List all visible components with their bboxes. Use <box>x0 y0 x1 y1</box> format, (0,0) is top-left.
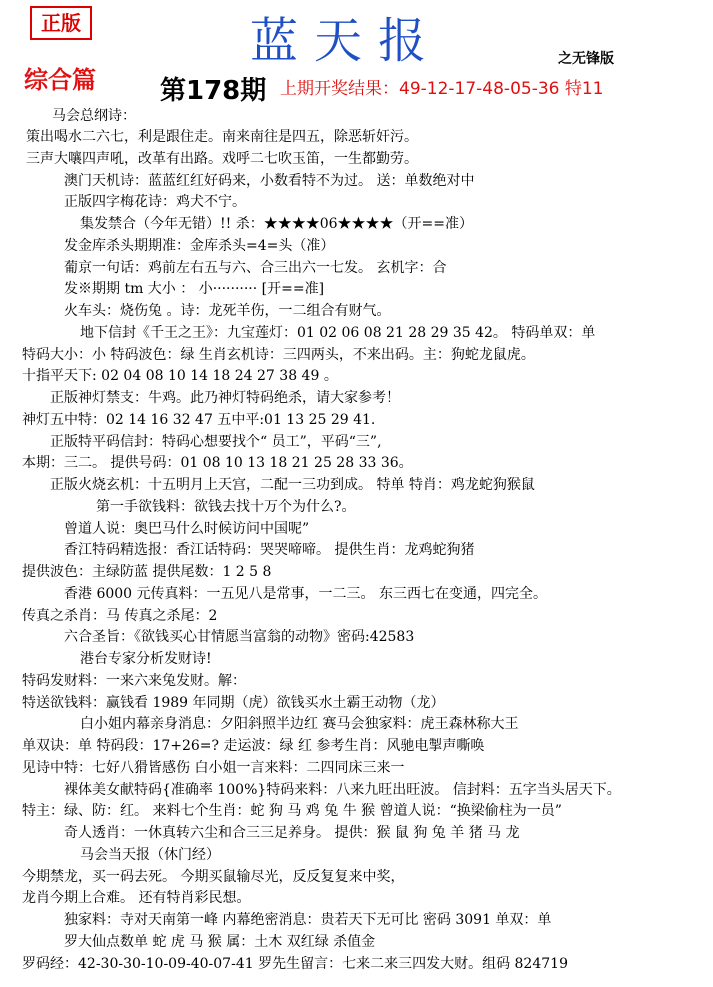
newspaper-title: 蓝天报 <box>250 13 443 69</box>
text-line: 提供波色：主绿防蓝 提供尾数：1 2 5 8 <box>22 564 272 580</box>
section-heading: 综合篇 <box>24 65 96 94</box>
text-line: 龙肖今期上合难。 还有特肖彩民想。 <box>22 890 251 906</box>
text-line: 六合圣旨：《欲钱买心甘情愿当富翁的动物》密码:42583 <box>64 629 415 645</box>
text-line: 马会总纲诗： <box>52 108 136 124</box>
text-line: 马会当天报（休门经） <box>80 847 220 863</box>
text-line: 奇人透肖：一休真转六尘和合三三足养身。 提供：猴 鼠 狗 兔 羊 猪 马 龙 <box>64 825 520 841</box>
text-line: 正版四字梅花诗：鸡犬不宁。 <box>64 194 246 210</box>
text-line: 本期：三二。 提供号码：01 08 10 13 18 21 25 28 33 36。 <box>22 455 413 471</box>
text-line: 特码发财料：一来六来兔发财。解： <box>22 673 246 689</box>
text-line: 发金库杀头期期准：金库杀头=4=头（准） <box>64 238 335 254</box>
text-line: 葡京一句话：鸡前左右五与六、合三出六一七发。 玄机字：合 <box>64 260 447 276</box>
text-line: 发※期期 tm 大小 ： 小·········· [开==准] <box>64 281 325 297</box>
text-line: 地下信封《千王之王》：九宝莲灯：01 02 06 08 21 28 29 35 42。 特码单双：单 <box>80 325 596 341</box>
text-line: 港台专家分析发财诗! <box>80 651 212 667</box>
text-line: 火车头：烧伤兔 。诗：龙死羊伤，一二组合有财气。 <box>64 303 391 319</box>
text-line: 特送欲钱料：赢钱看 1989 年同期（虎）欲钱买水土霸王动物（龙） <box>22 695 445 711</box>
text-line: 十指平天下: 02 04 08 10 14 18 24 27 38 49 。 <box>22 368 338 384</box>
text-line: 三声大嚷四声吼，改革有出路。戏呼二七吹玉笛，一生都勤劳。 <box>26 151 418 167</box>
issue-number: 第178期 <box>160 76 267 106</box>
text-line: 白小姐内幕亲身消息：夕阳斜照半边红 赛马会独家料：虎王森林称大王 <box>80 716 519 732</box>
text-line: 香港 6000 元传真料：一五见八是常事，一二三。 东三西七在变通，四完全。 <box>64 586 547 602</box>
text-line: 正版特平码信封：特码心想要找个“ 员工”，平码“三”, <box>50 434 382 450</box>
edition-badge: 正版 <box>30 6 92 40</box>
text-line: 正版火烧玄机：十五明月上天宫，二配一三功到成。 特单 特肖：鸡龙蛇狗猴鼠 <box>50 477 535 493</box>
text-line: 独家料：寺对天南第一峰 内幕绝密消息：贵若天下无可比 密码 3091 单双：单 <box>64 912 552 928</box>
text-line: 传真之杀肖：马 传真之杀尾：2 <box>22 608 218 624</box>
text-line: 裸体美女献特码{准确率 100%}特码来料：八来九旺出旺波。 信封料：五字当头居天下。 <box>64 782 621 798</box>
last-result: 上期开奖结果：49-12-17-48-05-36 特11 <box>280 79 604 99</box>
text-line: 特主：绿、防：红。 来料七个生肖：蛇 狗 马 鸡 兔 牛 猴 曾道人说：“换梁偷柱为一员” <box>22 803 562 819</box>
text-line: 罗码经：42-30-30-10-09-40-07-41 罗先生留言：七来二来三四发大财。组码 824719 <box>22 956 568 972</box>
text-line: 特码大小：小 特码波色：绿 生肖玄机诗：三四两头，不来出码。主：狗蛇龙鼠虎。 <box>22 347 535 363</box>
text-line: 神灯五中特：02 14 16 32 47 五中平:01 13 25 29 41. <box>22 412 376 428</box>
text-line: 见诗中特：七好八猾皆感伤 白小姐一言来料：二四同床三来一 <box>22 760 405 776</box>
text-line: 澳门天机诗：蓝蓝红红好码来，小数看特不为过。 送：单数绝对中 <box>64 173 475 189</box>
text-line: 第一手欲钱料：欲钱去找十万个为什么?。 <box>96 499 356 515</box>
text-line: 罗大仙点数单 蛇 虎 马 猴 属：土木 双红绿 杀值金 <box>64 934 376 950</box>
text-line: 单双诀：单 特码段：17+26=? 走运波：绿 红 参考生肖：风驰电掣声嘶唤 <box>22 738 485 754</box>
text-line: 今期禁龙，买一码去死。 今期买鼠输尽光，反反复复来中奖， <box>22 869 405 885</box>
edition-subtitle: 之无锋版 <box>558 51 614 67</box>
text-line: 策出喝水二六七，利是跟住走。南来南往是四五，除恶斩奸污。 <box>26 129 418 145</box>
text-line: 曾道人说：奥巴马什么时候访问中国呢” <box>64 521 310 537</box>
text-line: 香江特码精选报：香江话特码：哭哭啼啼。 提供生肖：龙鸡蛇狗猪 <box>64 542 475 558</box>
text-line: 集发禁合（今年无错）!! 杀：★★★★06★★★★（开==准） <box>80 216 473 232</box>
text-line: 正版神灯禁支：牛鸡。此乃神灯特码绝杀，请大家参考！ <box>50 390 400 406</box>
